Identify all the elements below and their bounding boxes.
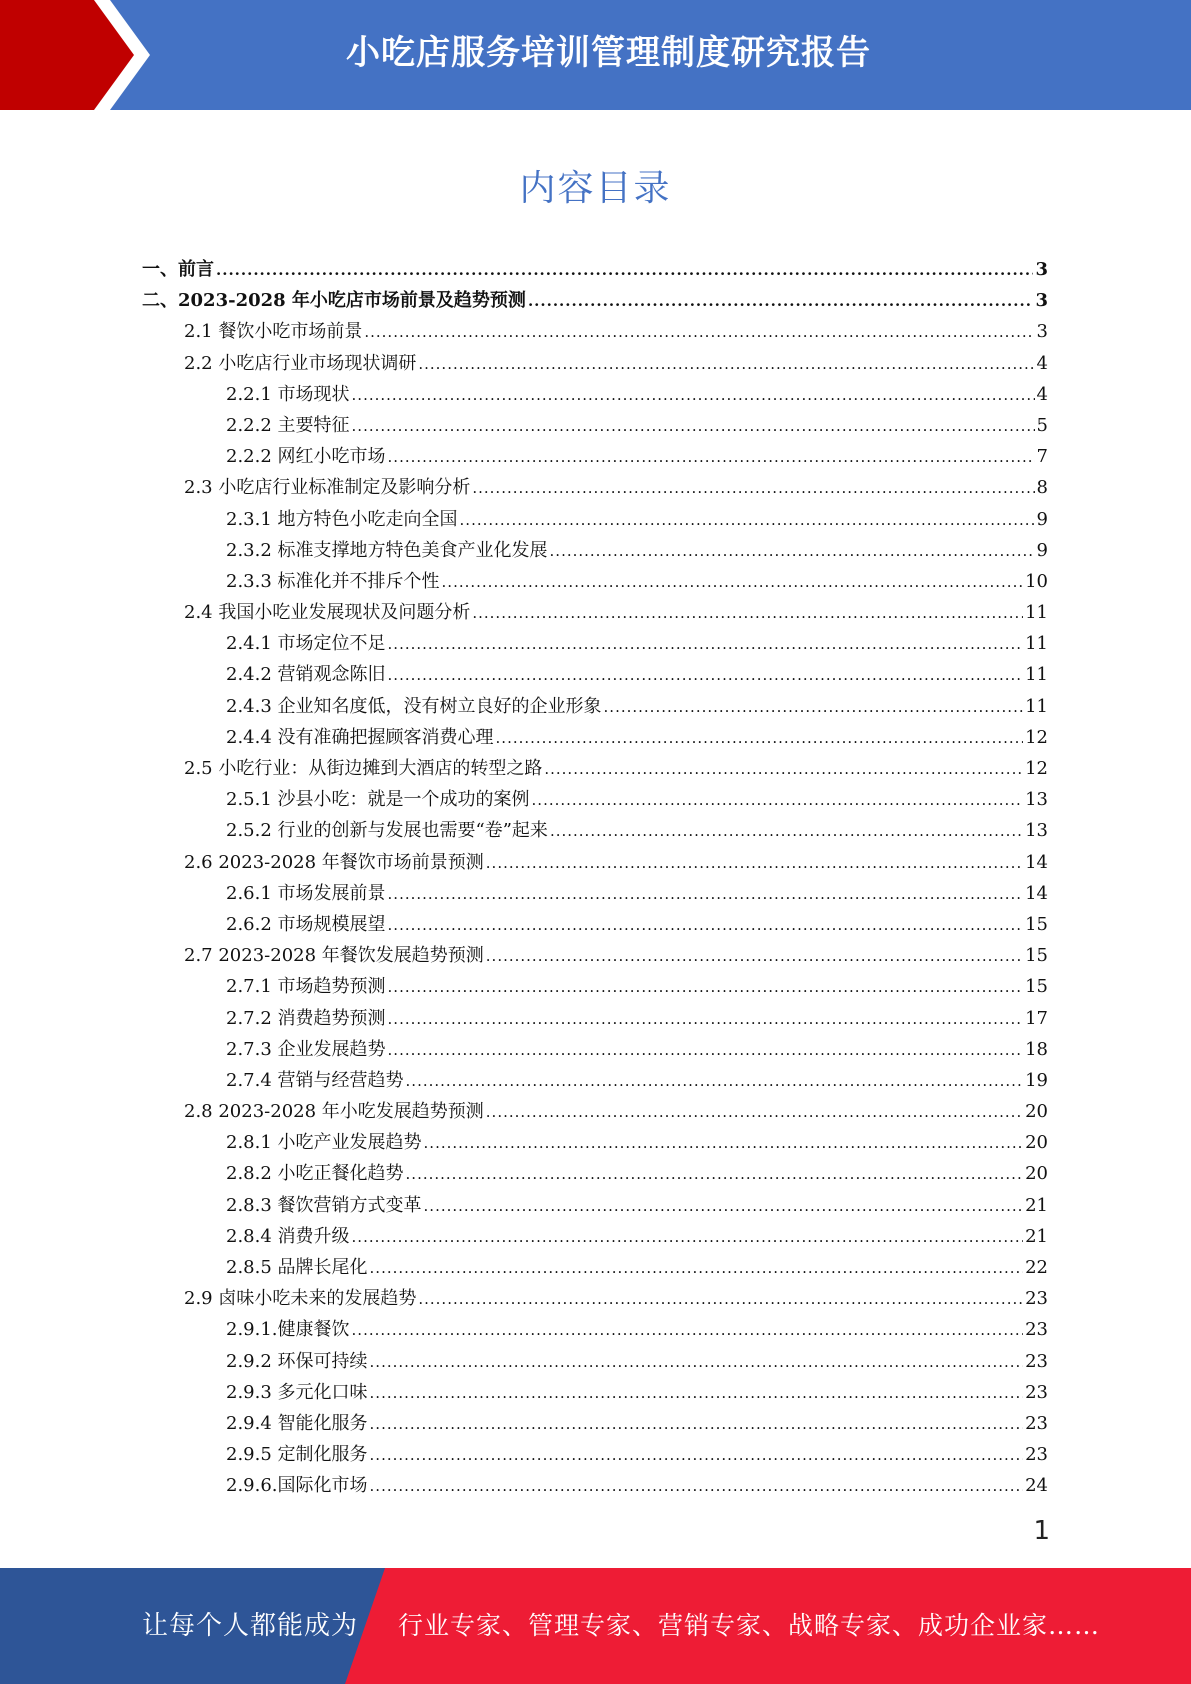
toc-dot-leader — [388, 916, 1024, 934]
toc-entry-label: 一、前言 — [142, 259, 214, 280]
toc-entry-page: 11 — [1025, 695, 1048, 717]
toc-entry-label: 2.3.1 地方特色小吃走向全国 — [226, 508, 458, 530]
toc-entry-label: 2.7.3 企业发展趋势 — [226, 1038, 386, 1060]
toc-entry[interactable] — [142, 785, 1048, 816]
footer-banner — [0, 1568, 1191, 1684]
toc-dot-leader — [388, 1010, 1024, 1028]
toc-entry-page: 9 — [1036, 539, 1048, 561]
document-title: 小吃店服务培训管理制度研究报告 — [346, 33, 871, 73]
toc-entry-label: 2.3.3 标准化并不排斥个性 — [226, 570, 440, 592]
toc-entry-page: 15 — [1025, 913, 1048, 935]
toc-entry[interactable] — [142, 816, 1048, 847]
toc-entry[interactable] — [142, 692, 1048, 723]
toc-entry-label: 2.9.3 多元化口味 — [226, 1381, 368, 1403]
toc-dot-leader — [352, 1321, 1024, 1339]
toc-entry[interactable] — [142, 473, 1048, 504]
toc-entry-label: 2.8.4 消费升级 — [226, 1225, 350, 1247]
toc-entry-label: 2.7.1 市场趋势预测 — [226, 976, 386, 998]
toc-dot-leader — [352, 386, 1035, 404]
toc-entry-label: 2.9.1.健康餐饮 — [226, 1319, 350, 1341]
toc-dot-leader — [388, 978, 1024, 996]
toc-entry[interactable] — [142, 1159, 1048, 1190]
toc-entry-page: 11 — [1025, 633, 1048, 655]
toc-entry-page: 8 — [1036, 477, 1048, 499]
toc-dot-leader — [604, 698, 1024, 716]
toc-entry[interactable] — [142, 1409, 1048, 1440]
toc-entry-label: 2.7.2 消费趋势预测 — [226, 1007, 386, 1029]
toc-entry[interactable] — [142, 848, 1048, 879]
toc-entry-label: 2.4.2 营销观念陈旧 — [226, 664, 386, 686]
toc-dot-leader — [370, 1353, 1024, 1371]
toc-entry-label: 2.8.2 小吃正餐化趋势 — [226, 1163, 404, 1185]
toc-dot-leader — [388, 635, 1024, 653]
toc-entry-label: 2.8.3 餐饮营销方式变革 — [226, 1194, 422, 1216]
toc-entry-label: 2.8.5 品牌长尾化 — [226, 1257, 368, 1278]
toc-entry-page: 23 — [1025, 1288, 1048, 1310]
toc-entry-page: 23 — [1025, 1381, 1048, 1403]
toc-entry-label: 2.9.6.国际化市场 — [226, 1475, 368, 1497]
toc-entry-page: 12 — [1025, 726, 1048, 748]
footer-slogan-right: 行业专家、管理专家、营销专家、战略专家、成功企业家…… — [398, 1611, 1101, 1640]
toc-entry-page: 7 — [1036, 446, 1048, 468]
toc-entry-page: 18 — [1025, 1038, 1048, 1060]
toc-entry[interactable] — [142, 660, 1048, 691]
toc-entry-label: 2.5.1 沙县小吃：就是一个成功的案例 — [226, 789, 530, 811]
toc-entry-label: 2.3.2 标准支撑地方特色美食产业化发展 — [226, 539, 548, 561]
toc-dot-leader — [370, 1384, 1024, 1402]
toc-entry[interactable] — [142, 536, 1048, 567]
toc-entry-label: 2.6.1 市场发展前景 — [226, 882, 386, 904]
toc-entry-page: 17 — [1025, 1007, 1048, 1029]
toc-dot-leader — [496, 729, 1024, 747]
toc-entry-page: 4 — [1036, 383, 1048, 405]
page-number: 1 — [1033, 1516, 1050, 1546]
toc-entry-page: 20 — [1025, 1101, 1048, 1123]
toc-entry-label: 2.9.2 环保可持续 — [226, 1350, 368, 1372]
toc-entry-page: 10 — [1025, 570, 1048, 592]
toc-entry-label: 2.9.5 定制化服务 — [226, 1444, 368, 1466]
toc-entry-page: 3 — [1035, 290, 1048, 312]
toc-entry-label: 2.5 小吃行业：从街边摊到大酒店的转型之路 — [184, 758, 543, 779]
toc-entry-label: 2.3 小吃店行业标准制定及影响分析 — [184, 477, 471, 499]
toc-entry[interactable] — [142, 1347, 1048, 1378]
toc-entry-page: 24 — [1025, 1475, 1048, 1497]
toc-dot-leader — [370, 1446, 1024, 1464]
toc-entry-page: 3 — [1036, 321, 1048, 343]
toc-entry[interactable] — [142, 380, 1048, 411]
toc-entry[interactable] — [142, 1128, 1048, 1159]
toc-entry-page: 12 — [1025, 758, 1048, 779]
toc-entry-page: 15 — [1025, 976, 1048, 998]
toc-dot-leader — [460, 511, 1035, 529]
toc-entry[interactable] — [142, 255, 1048, 286]
toc-entry-page: 13 — [1025, 820, 1048, 842]
toc-entry[interactable] — [142, 1004, 1048, 1035]
toc-dot-leader — [486, 947, 1023, 965]
toc-entry-page: 23 — [1025, 1319, 1048, 1341]
toc-entry-page: 22 — [1025, 1257, 1048, 1278]
toc-entry[interactable] — [142, 1315, 1048, 1346]
toc-entry-page: 19 — [1025, 1069, 1048, 1091]
toc-dot-leader — [550, 822, 1023, 840]
toc-dot-leader — [352, 1228, 1024, 1246]
toc-entry-page: 9 — [1036, 508, 1048, 530]
toc-entry[interactable] — [142, 1035, 1048, 1066]
toc-entry[interactable] — [142, 1253, 1048, 1284]
toc-entry-page: 21 — [1025, 1225, 1048, 1247]
toc-entry-label: 2.1 餐饮小吃市场前景 — [184, 321, 363, 343]
toc-entry-page: 23 — [1025, 1412, 1048, 1434]
toc-entry-page: 20 — [1025, 1132, 1048, 1154]
toc-entry[interactable] — [142, 1097, 1048, 1128]
footer-slogan-left: 让每个人都能成为 — [142, 1611, 359, 1641]
toc-entry-label: 2.7.4 营销与经营趋势 — [226, 1069, 404, 1091]
toc-dot-leader — [544, 760, 1023, 778]
toc-entry[interactable] — [142, 505, 1048, 536]
toc-entry-label: 2.5.2 行业的创新与发展也需要“卷”起来 — [226, 820, 548, 842]
toc-entry[interactable] — [142, 629, 1048, 660]
toc-dot-leader — [406, 1072, 1024, 1090]
toc-entry-page: 15 — [1025, 945, 1048, 967]
toc-entry-page: 11 — [1025, 664, 1048, 686]
toc-entry[interactable] — [142, 972, 1048, 1003]
toc-entry-label: 2.2.2 主要特征 — [226, 414, 350, 436]
toc-dot-leader — [472, 604, 1023, 622]
toc-dot-leader — [528, 292, 1034, 310]
toc-dot-leader — [388, 1041, 1024, 1059]
toc-dot-leader — [418, 1290, 1023, 1308]
toc-entry-page: 21 — [1025, 1194, 1048, 1216]
toc-dot-leader — [388, 448, 1035, 466]
table-of-contents — [142, 255, 1048, 1503]
toc-dot-leader — [406, 1165, 1024, 1183]
toc-dot-leader — [550, 542, 1035, 560]
toc-dot-leader — [486, 1103, 1023, 1121]
toc-entry[interactable] — [142, 910, 1048, 941]
toc-entry-page: 3 — [1035, 259, 1048, 280]
toc-dot-leader — [442, 573, 1024, 591]
toc-entry-page: 13 — [1025, 789, 1048, 811]
header-banner — [0, 0, 1191, 110]
toc-dot-leader — [352, 417, 1035, 435]
toc-entry-page: 4 — [1036, 352, 1048, 374]
toc-entry[interactable] — [142, 1066, 1048, 1097]
toc-dot-leader — [216, 261, 1033, 279]
toc-entry[interactable] — [142, 317, 1048, 348]
toc-entry[interactable] — [142, 1378, 1048, 1409]
toc-entry[interactable] — [142, 1191, 1048, 1222]
toc-entry-page: 14 — [1025, 851, 1048, 873]
toc-dot-leader — [370, 1415, 1024, 1433]
toc-entry-label: 2.8 2023-2028 年小吃发展趋势预测 — [184, 1101, 484, 1123]
toc-entry[interactable] — [142, 349, 1048, 380]
toc-dot-leader — [388, 666, 1024, 684]
toc-entry-page: 11 — [1025, 602, 1048, 624]
toc-entry-page: 23 — [1025, 1350, 1048, 1372]
toc-heading: 内容目录 — [519, 168, 672, 209]
toc-entry[interactable] — [142, 598, 1048, 629]
toc-entry-label: 2.7 2023-2028 年餐饮发展趋势预测 — [184, 945, 484, 967]
toc-dot-leader — [418, 355, 1034, 373]
toc-entry[interactable] — [142, 1440, 1048, 1471]
toc-entry-label: 2.4.4 没有准确把握顾客消费心理 — [226, 726, 494, 748]
toc-entry[interactable] — [142, 1222, 1048, 1253]
toc-dot-leader — [424, 1197, 1024, 1215]
toc-dot-leader — [532, 791, 1024, 809]
toc-entry[interactable] — [142, 411, 1048, 442]
toc-entry-label: 2.4 我国小吃业发展现状及问题分析 — [184, 602, 471, 624]
toc-dot-leader — [370, 1477, 1024, 1495]
toc-entry-label: 2.4.3 企业知名度低，没有树立良好的企业形象 — [226, 695, 602, 717]
toc-entry-label: 二、2023-2028 年小吃店市场前景及趋势预测 — [142, 290, 526, 312]
toc-entry-label: 2.8.1 小吃产业发展趋势 — [226, 1132, 422, 1154]
toc-entry[interactable] — [142, 286, 1048, 317]
toc-entry[interactable] — [142, 941, 1048, 972]
toc-dot-leader — [364, 323, 1034, 341]
toc-dot-leader — [424, 1134, 1024, 1152]
toc-entry-page: 23 — [1025, 1444, 1048, 1466]
toc-entry-page: 14 — [1025, 882, 1048, 904]
toc-entry[interactable] — [142, 1284, 1048, 1315]
toc-dot-leader — [472, 479, 1034, 497]
toc-entry[interactable] — [142, 879, 1048, 910]
toc-entry[interactable] — [142, 442, 1048, 473]
toc-entry-page: 20 — [1025, 1163, 1048, 1185]
toc-entry[interactable] — [142, 723, 1048, 754]
toc-entry-label: 2.2.1 市场现状 — [226, 383, 350, 405]
toc-dot-leader — [370, 1259, 1024, 1277]
toc-entry-label: 2.2 小吃店行业市场现状调研 — [184, 352, 417, 374]
toc-entry[interactable] — [142, 1471, 1048, 1502]
toc-entry[interactable] — [142, 567, 1048, 598]
toc-entry-page: 5 — [1036, 414, 1048, 436]
toc-entry[interactable] — [142, 754, 1048, 785]
toc-entry-label: 2.9.4 智能化服务 — [226, 1412, 368, 1434]
toc-dot-leader — [486, 854, 1023, 872]
toc-entry-label: 2.2.2 网红小吃市场 — [226, 446, 386, 468]
toc-entry-label: 2.4.1 市场定位不足 — [226, 633, 386, 655]
toc-entry-label: 2.6 2023-2028 年餐饮市场前景预测 — [184, 851, 484, 873]
toc-entry-label: 2.6.2 市场规模展望 — [226, 913, 386, 935]
toc-dot-leader — [388, 885, 1024, 903]
toc-entry-label: 2.9 卤味小吃未来的发展趋势 — [184, 1288, 417, 1310]
